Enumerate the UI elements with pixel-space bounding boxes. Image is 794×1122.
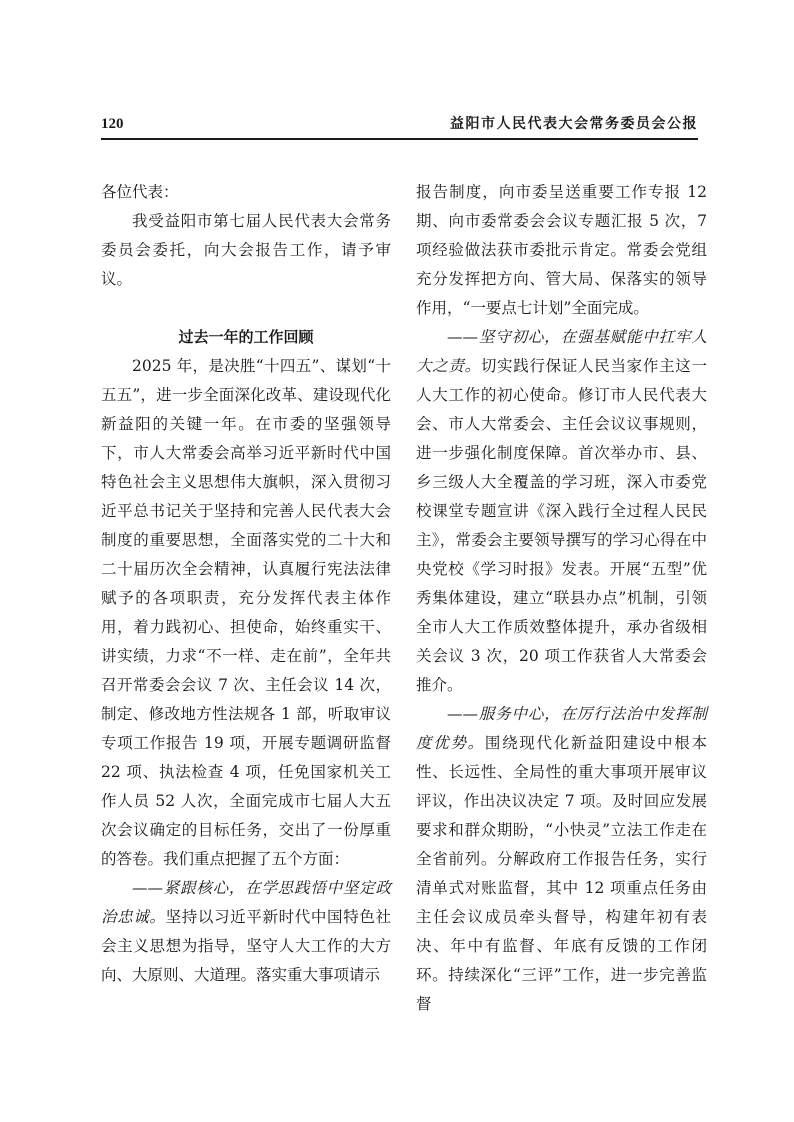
point3-paragraph <box>416 700 707 1019</box>
point2-paragraph <box>416 323 707 700</box>
point1-lead: ——紧跟核心，在学思践悟中坚定政治忠诚。 <box>101 879 391 926</box>
point3-lead: ——服务中心，在厉行法治中发挥制度优势。 <box>416 705 707 752</box>
right-column <box>416 178 707 1019</box>
point1-body: 坚持以习近平新时代中国特色社会主义思想为指导，坚守人大工作的大方向、大原则、大道理。落实重大事项请示 <box>101 908 391 984</box>
section-heading: 过去一年的工作回顾 <box>178 328 314 346</box>
point1-paragraph <box>101 874 391 990</box>
point2-body: 切实践行保证人民当家作主这一人大工作的初心使命。修订市人民代表大会、市人大常委会、主任会议议事规则，进一步强化制度保障。首次举办市、县、乡三级人大全覆盖的学习班，深入市委党校课堂专题宣讲《深入践行全过程人民民主》，常委会主要领导撰写的学习心得在中央党校《学习时报》发表。开展“五型”优秀集体建设，建立“联县办点”机制，引领全市人大工作质效整体提升，承办省级相关会议 3 次，20 项工作获省人大常委会推介。 <box>416 357 707 694</box>
intro-paragraph: 我受益阳市第七届人民代表大会常务委员会委托，向大会报告工作，请予审议。 <box>101 212 391 288</box>
point1-continuation: 报告制度，向市委呈送重要工作专报 12 期、向市委常委会会议专题汇报 5 次，7 项经验做法获市委批示肯定。常委会党组充分发挥把方向、管大局、保落实的领导作用，“一要点七计划”全面完成。 <box>416 183 707 317</box>
overview-paragraph: 2025 年，是决胜“十四五”、谋划“十五五”，进一步全面深化改革、建设现代化新益阳的关键一年。在市委的坚强领导下，市人大常委会高举习近平新时代中国特色社会主义思想伟大旗帜，深入贯彻习近平总书记关于坚持和完善人民代表大会制度的重要思想，全面落实党的二十大和二十届历次全会精神，认真履行宪法法律赋予的各项职责，充分发挥代表主体作用，着力践初心、担使命，始终重实干、讲实绩，力求“不一样、走在前”，全年共召开常委会会议 7 次、主任会议 14 次，制定、修改地方性法规各 1 部，听取审议专项工作报告 19 项，开展专题调研监督 22 项、执法检查 4 项，任免国家机关工作人员 52 人次，全面完成市七届人大五次会议确定的目标任务，交出了一份厚重的答卷。我们重点把握了五个方面： <box>101 357 391 868</box>
point3-body: 围绕现代化新益阳建设中根本性、长远性、全局性的重大事项开展审议评议，作出决议决定 7 项。及时回应发展要求和群众期盼，“小快灵”立法工作走在全省前列。分解政府工作报告任务，实行清单式对账监督，其中 12 项重点任务由主任会议成员牵头督导，构建年初有表决、年中有监督、年底有反馈的工作闭环。持续深化“三评”工作，进一步完善监督 <box>416 734 707 1013</box>
page-number: 120 <box>101 116 124 132</box>
header-rule <box>101 138 698 140</box>
left-column <box>101 178 391 990</box>
point2-lead: ——坚守初心，在强基赋能中扛牢人大之责。 <box>416 328 707 375</box>
section-spacer <box>101 294 391 323</box>
journal-title: 益阳市人民代表大会常务委员会公报 <box>450 116 698 132</box>
page-header <box>101 113 698 133</box>
salutation: 各位代表： <box>101 183 179 201</box>
